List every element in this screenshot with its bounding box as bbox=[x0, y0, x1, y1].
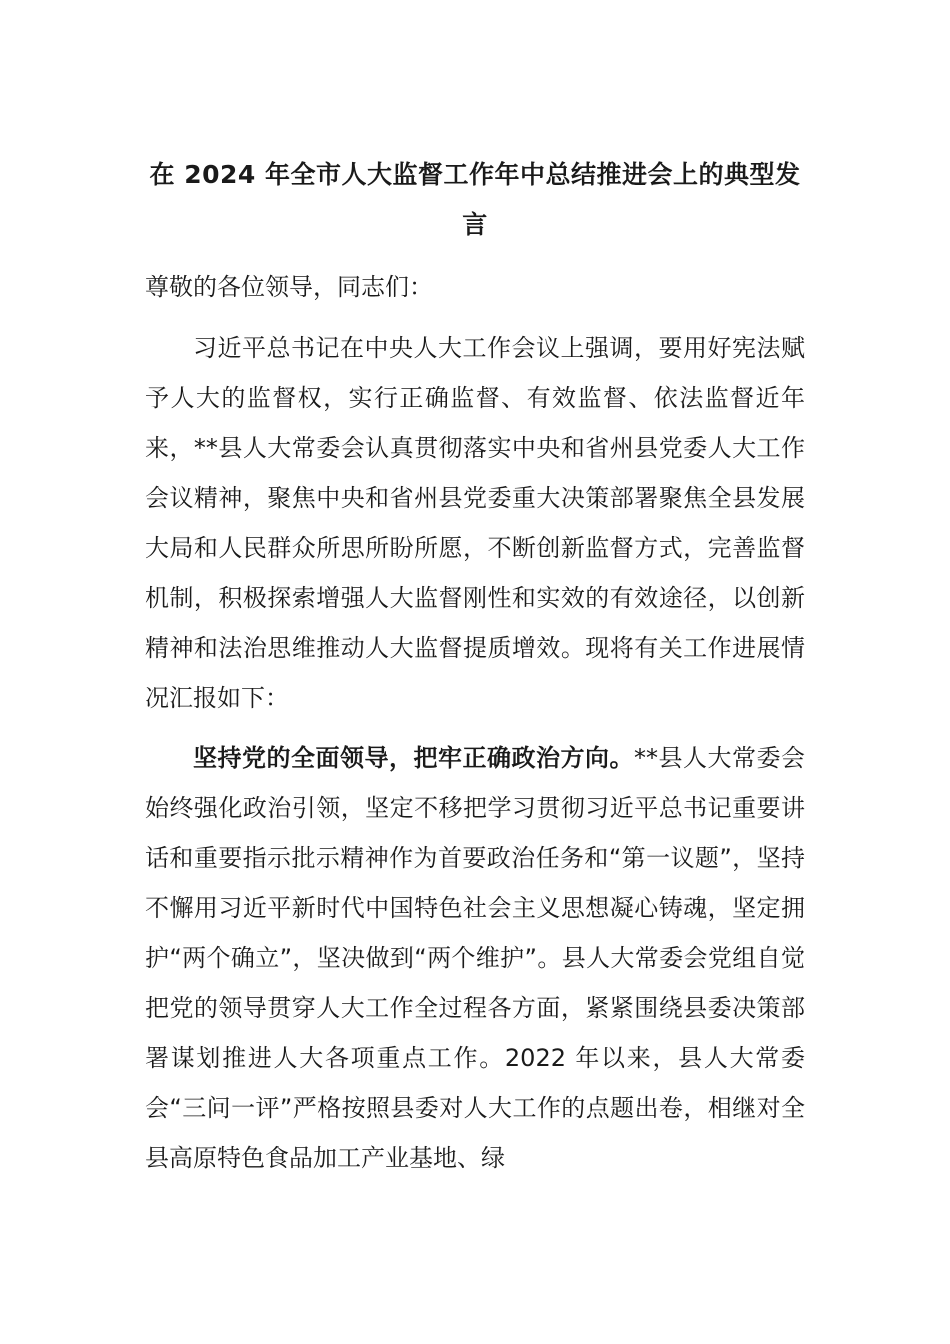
salutation: 尊敬的各位领导，同志们： bbox=[145, 273, 433, 301]
paragraph-1-text: 习近平总书记在中央人大工作会议上强调，要用好宪法赋予人大的监督权，实行正确监督、有效监督、依法监督近年来，**县人大常委会认真贯彻落实中央和省州县党委人大工作会议精神，聚焦中央和省州县党委重大决策部署聚焦全县发展大局和人民群众所思所盼所愿，不断创新监督方式，完善监督机制，积极探索增强人大监督刚性和实效的有效途径，以创新精神和法治思维推动人大监督提质增效。现将有关工作进展情况汇报如下： bbox=[145, 334, 805, 712]
body-paragraph-2 bbox=[145, 733, 805, 1183]
document-title: 在 2024 年全市人大监督工作年中总结推进会上的典型发言 bbox=[149, 160, 801, 239]
paragraph-2-text: **县人大常委会始终强化政治引领，坚定不移把学习贯彻习近平总书记重要讲话和重要指示批示精神作为首要政治任务和“第一议题”，坚持不懈用习近平新时代中国特色社会主义思想凝心铸魂，坚定拥护“两个确立”，坚决做到“两个维护”。县人大常委会党组自觉把党的领导贯穿人大工作全过程各方面，紧紧围绕县委决策部署谋划推进人大各项重点工作。2022 年以来，县人大常委会“三问一评”严格按照县委对人大工作的点题出卷，相继对全县高原特色食品加工产业基地、绿 bbox=[145, 744, 805, 1172]
paragraph-2-heading: 坚持党的全面领导，把牢正确政治方向。 bbox=[193, 744, 634, 772]
body-paragraph-1 bbox=[145, 323, 805, 723]
